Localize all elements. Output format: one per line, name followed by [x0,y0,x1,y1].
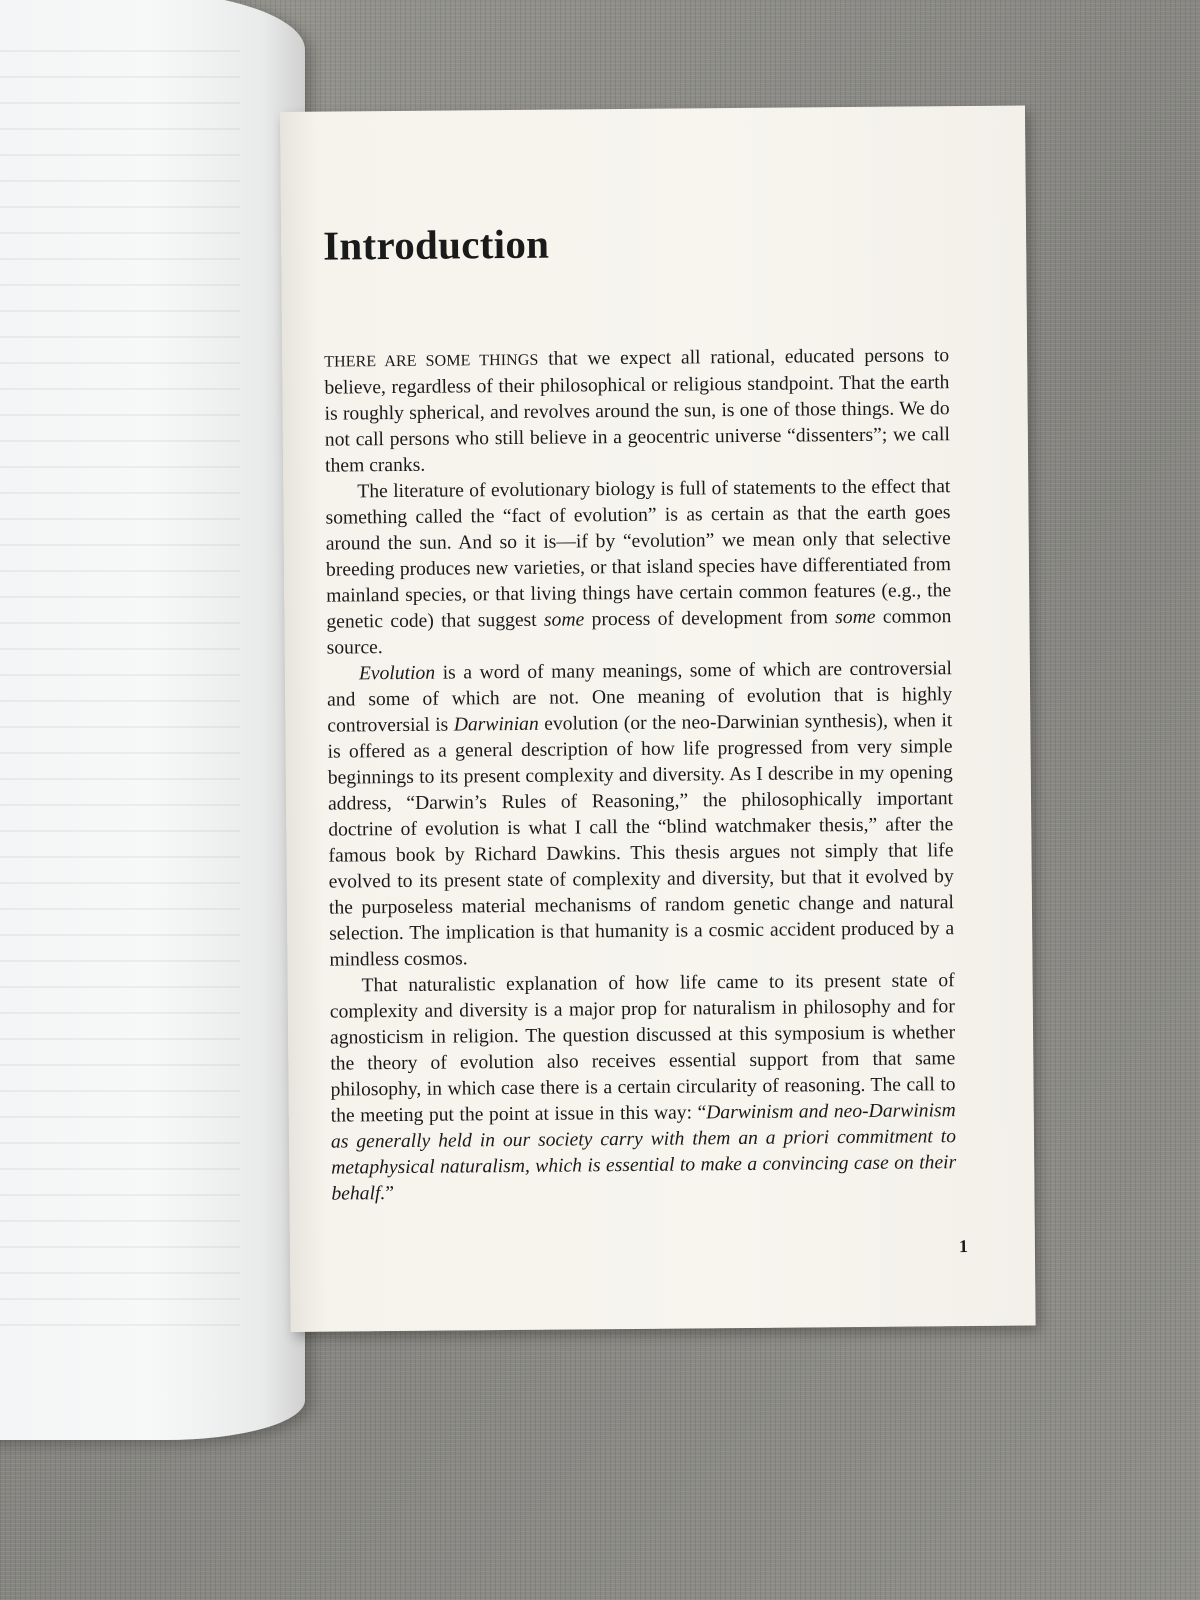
page-number: 1 [958,1236,969,1257]
paragraph-3-text-a: is a word of many meanings, some of which are controversial and some of which are not. One meaning of evolution that is highly controversial is [327,658,953,737]
paragraph-2 [325,474,952,661]
paragraph-3-text-b: evolution (or the neo-Darwinian synthesis), when it is offered as a general description of how life progressed from very simple beginnings to its present complexity and diversity. As I describe in my opening address, “Darwin’s Rules of Reasoning,” the philosophically important doctrine of evolution is what I call the “blind watchmaker thesis,” after the famous book by Richard Dawkins. This thesis argues not simply that life evolved to its present state of complexity and diversity, but that it evolved by the purposeless material mechanisms of random genetic change and natural selection. The implication is that humanity is a cosmic accident produced by a mindless cosmos. [327,710,955,971]
left-page [0,0,305,1440]
paragraph-3-emphasis-a: Evolution [358,662,436,685]
paragraph-2-text-b: process of development from [584,607,836,631]
paragraph-4-text-b: ” [385,1183,395,1205]
paragraph-2-text-c: common source. [326,606,952,659]
page-content [323,218,957,1208]
paragraph-2-emphasis-b: some [835,606,876,629]
paragraph-3-emphasis-b: Darwinian [453,713,539,736]
paragraph-4-quote: Darwinism and neo-Darwinism as generally held in our society carry with them an a priori commitment to metaphysical naturalism, which is essential to make a convincing case on their behalf. [330,1100,957,1205]
paragraph-4-text-a: That naturalistic explanation of how life came to its present state of complexity and diversity is a major prop for naturalism in philosophy and for agnosticism in religion. The question discussed at this symposium is whether the theory of evolution also receives essential support from that same philosophy, in which case there is a certain circularity of reasoning. The call to the meeting put the point at issue in this way: “ [329,970,956,1127]
paragraph-2-text-a: The literature of evolutionary biology is full of statements to the effect that something called the “fact of evolution” is as certain as that the earth goes around the sun. And so it is—if by “evolution” we mean only that selective breeding produces new varieties, or that island species have differentiated from mainland species, or that living things have certain common features (e.g., the genetic code) that suggest [325,476,952,633]
paragraph-4 [330,968,957,1207]
paragraph-2-emphasis-a: some [543,609,585,631]
paragraph-3 [327,656,955,973]
left-page-bleed-through [0,50,240,1350]
book-page [280,105,1036,1331]
paragraph-1-text: that we expect all rational, educated persons to believe, regardless of their philosophical or religious standpoint. That the earth is roughly spherical, and revolves around the sun, is one of those things. We do not call persons who still believe in a geocentric universe “dissenters”; we call them cranks. [324,345,950,477]
paragraph-1 [324,343,950,479]
chapter-title: Introduction [322,220,550,269]
paragraph-1-lead: THERE ARE SOME THINGS [324,351,539,371]
